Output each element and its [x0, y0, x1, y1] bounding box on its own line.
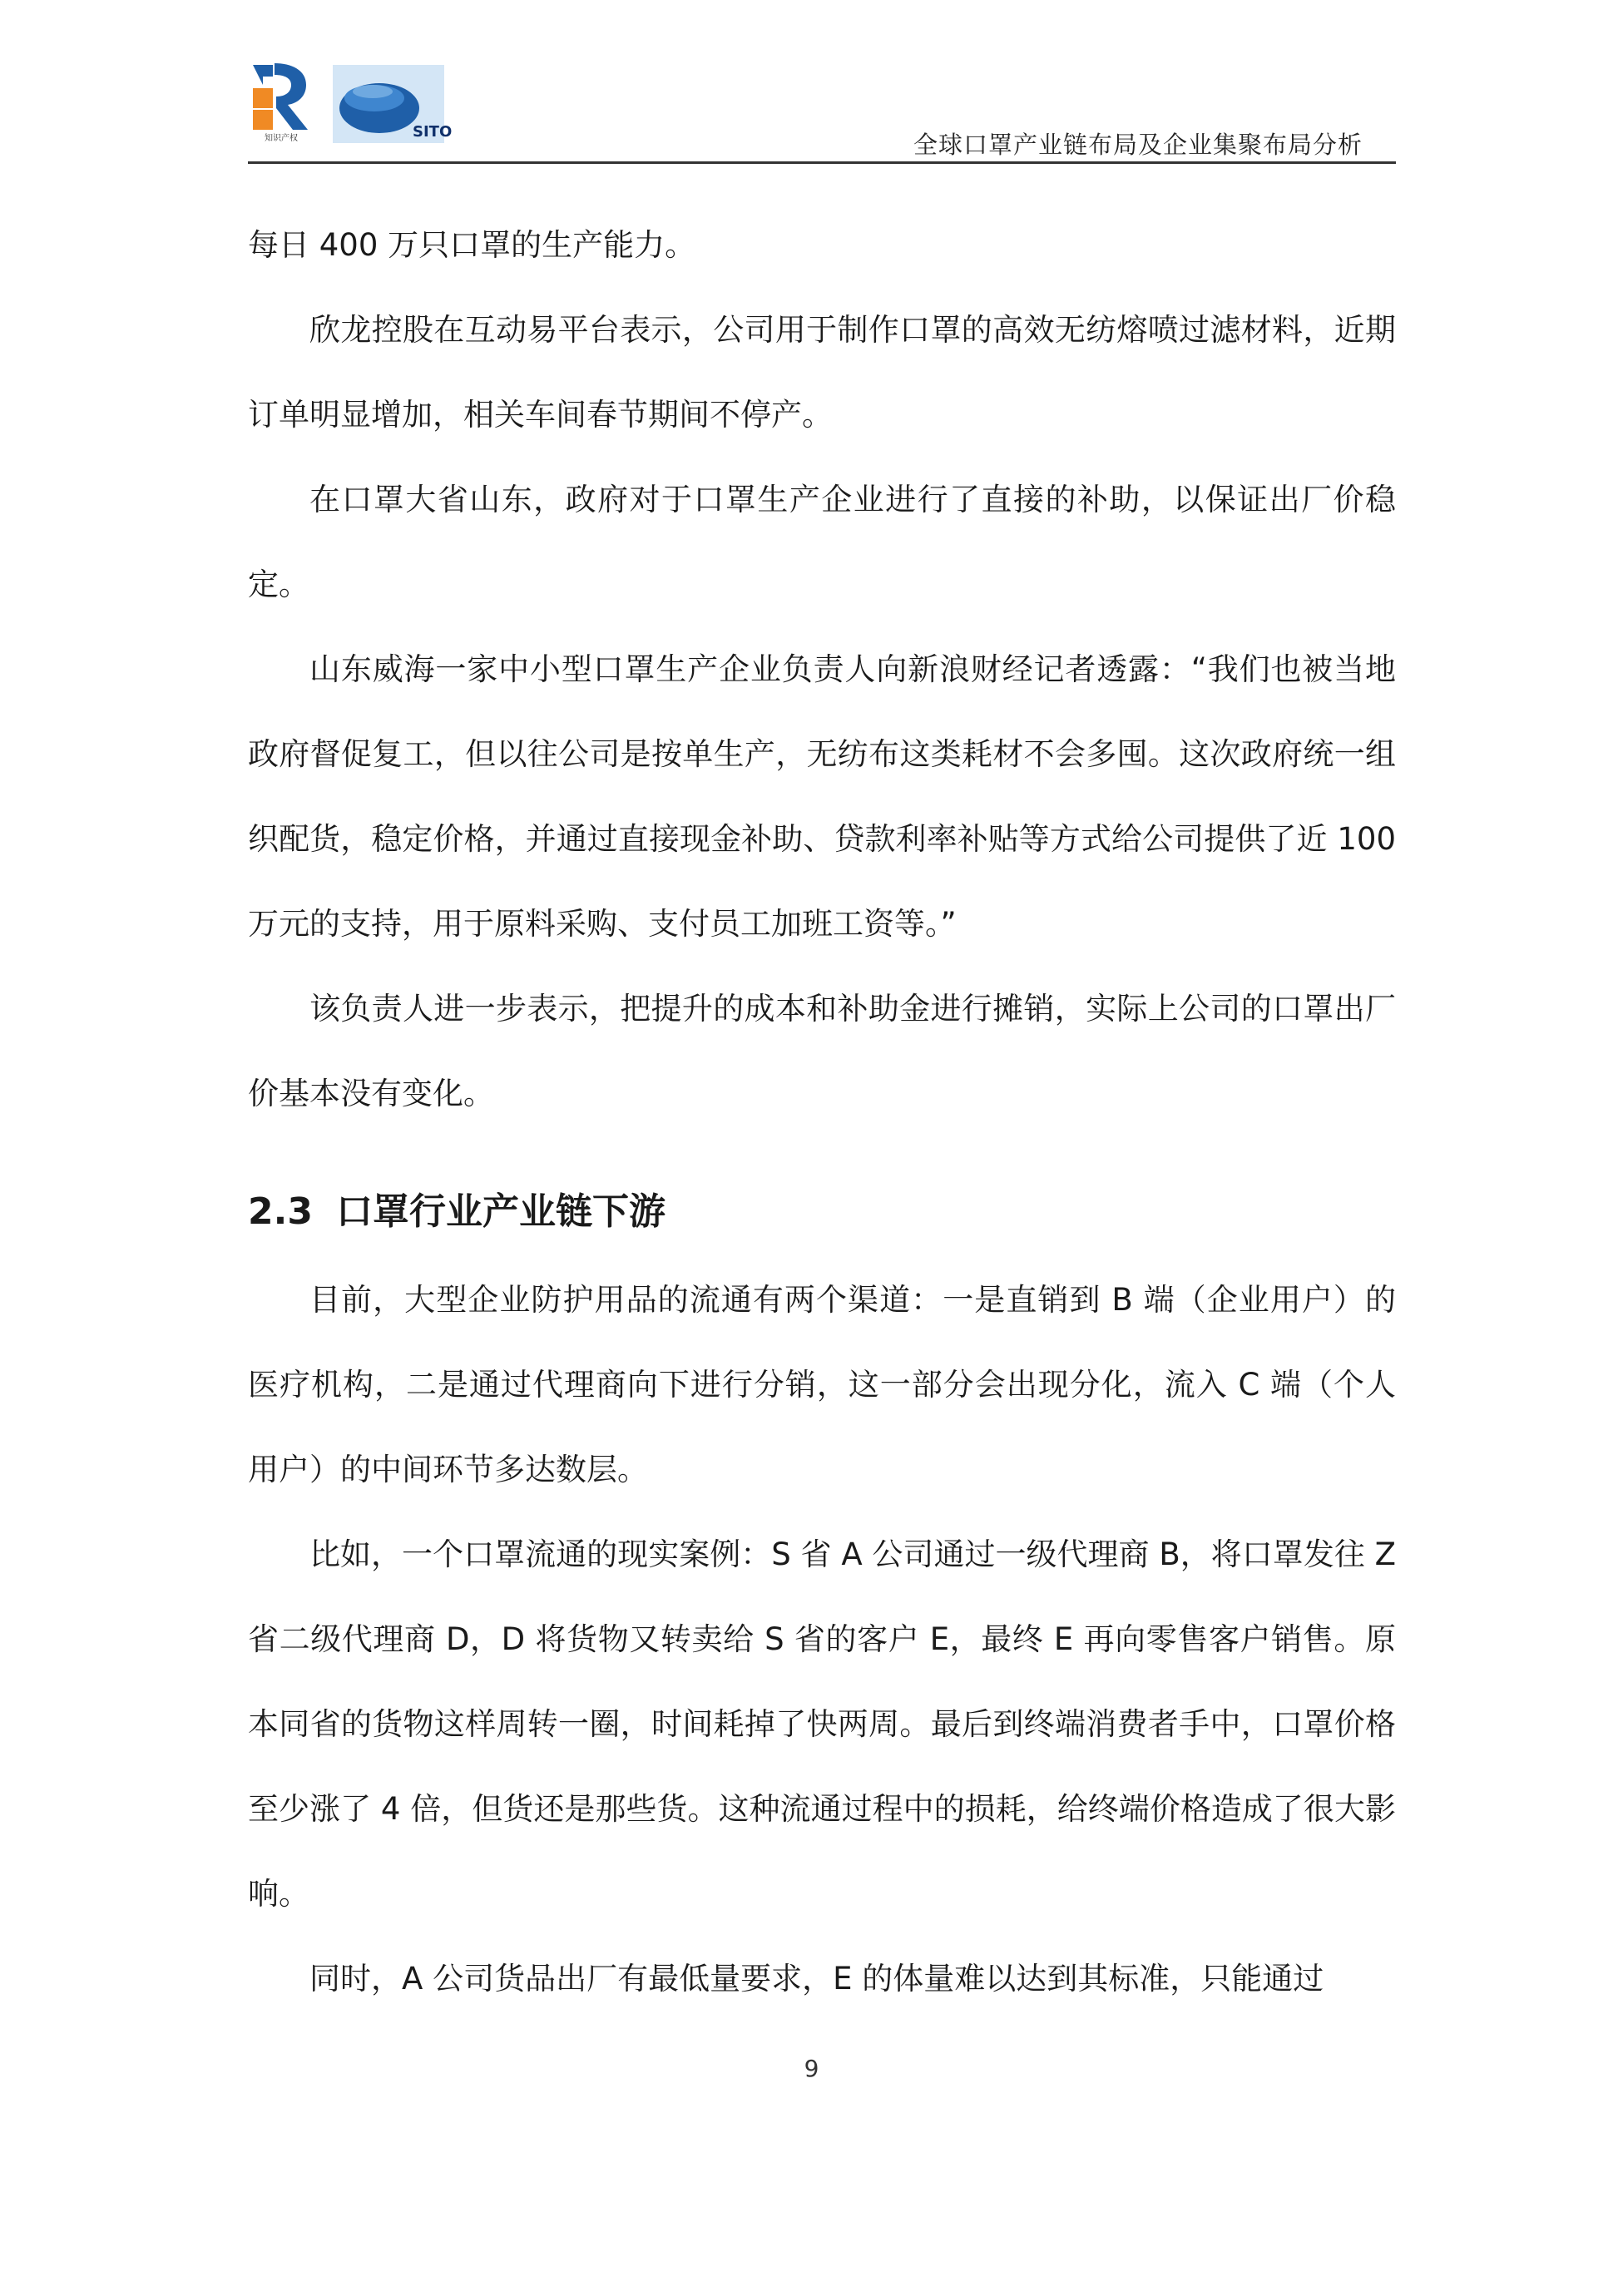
header-rule	[248, 161, 1396, 164]
sito-logo-icon	[333, 65, 453, 143]
paragraph: 在口罩大省山东，政府对于口罩生产企业进行了直接的补助，以保证出厂价稳定。	[248, 482, 1396, 602]
r-logo-icon	[248, 60, 314, 143]
page-number: 9	[804, 2055, 819, 2082]
header-title: 全球口罩产业链布局及企业集聚布局分析	[913, 131, 1363, 159]
r-logo-text: 知识产权	[265, 134, 298, 143]
paragraph: 比如，一个口罩流通的现实案例：S 省 A 公司通过一级代理商 B，将口罩发往 Z 省二级代理商 D，D 将货物又转卖给 S 省的客户 E，最终 E 再向零售客户销售。原本同省的货物这样周转一圈，时间耗掉了快两周。最后到终端消费者手中，口罩价格至少涨了 4 倍，但货还是那些货。这种流通过程中的损耗，给终端价格造成了很大影响。	[248, 1536, 1396, 1912]
page-header	[248, 60, 1396, 163]
document-body	[248, 203, 1396, 2021]
paragraph: 山东威海一家中小型口罩生产企业负责人向新浪财经记者透露：“我们也被当地政府督促复工，但以往公司是按单生产，无纺布这类耗材不会多囤。这次政府统一组织配货，稳定价格，并通过直接现金补助、贷款利率补贴等方式给公司提供了近 100 万元的支持，用于原料采购、支付员工加班工资等。”	[248, 651, 1396, 942]
paragraph: 目前，大型企业防护用品的流通有两个渠道：一是直销到 B 端（企业用户）的医疗机构，二是通过代理商向下进行分销，这一部分会出现分化，流入 C 端（个人用户）的中间环节多达数层。	[248, 1282, 1396, 1487]
paragraph: 欣龙控股在互动易平台表示，公司用于制作口罩的高效无纺熔喷过滤材料，近期订单明显增加，相关车间春节期间不停产。	[248, 312, 1396, 433]
section-title: 口罩行业产业链下游	[335, 1190, 666, 1233]
sito-logo-text: SITO	[413, 123, 453, 141]
section-heading	[248, 1166, 1396, 1258]
section-number: 2.3	[248, 1190, 313, 1233]
paragraph: 该负责人进一步表示，把提升的成本和补助金进行摊销，实际上公司的口罩出厂价基本没有变化。	[248, 991, 1396, 1111]
paragraph: 每日 400 万只口罩的生产能力。	[248, 227, 696, 263]
paragraph: 同时，A 公司货品出厂有最低量要求，E 的体量难以达到其标准，只能通过	[309, 1961, 1324, 1997]
